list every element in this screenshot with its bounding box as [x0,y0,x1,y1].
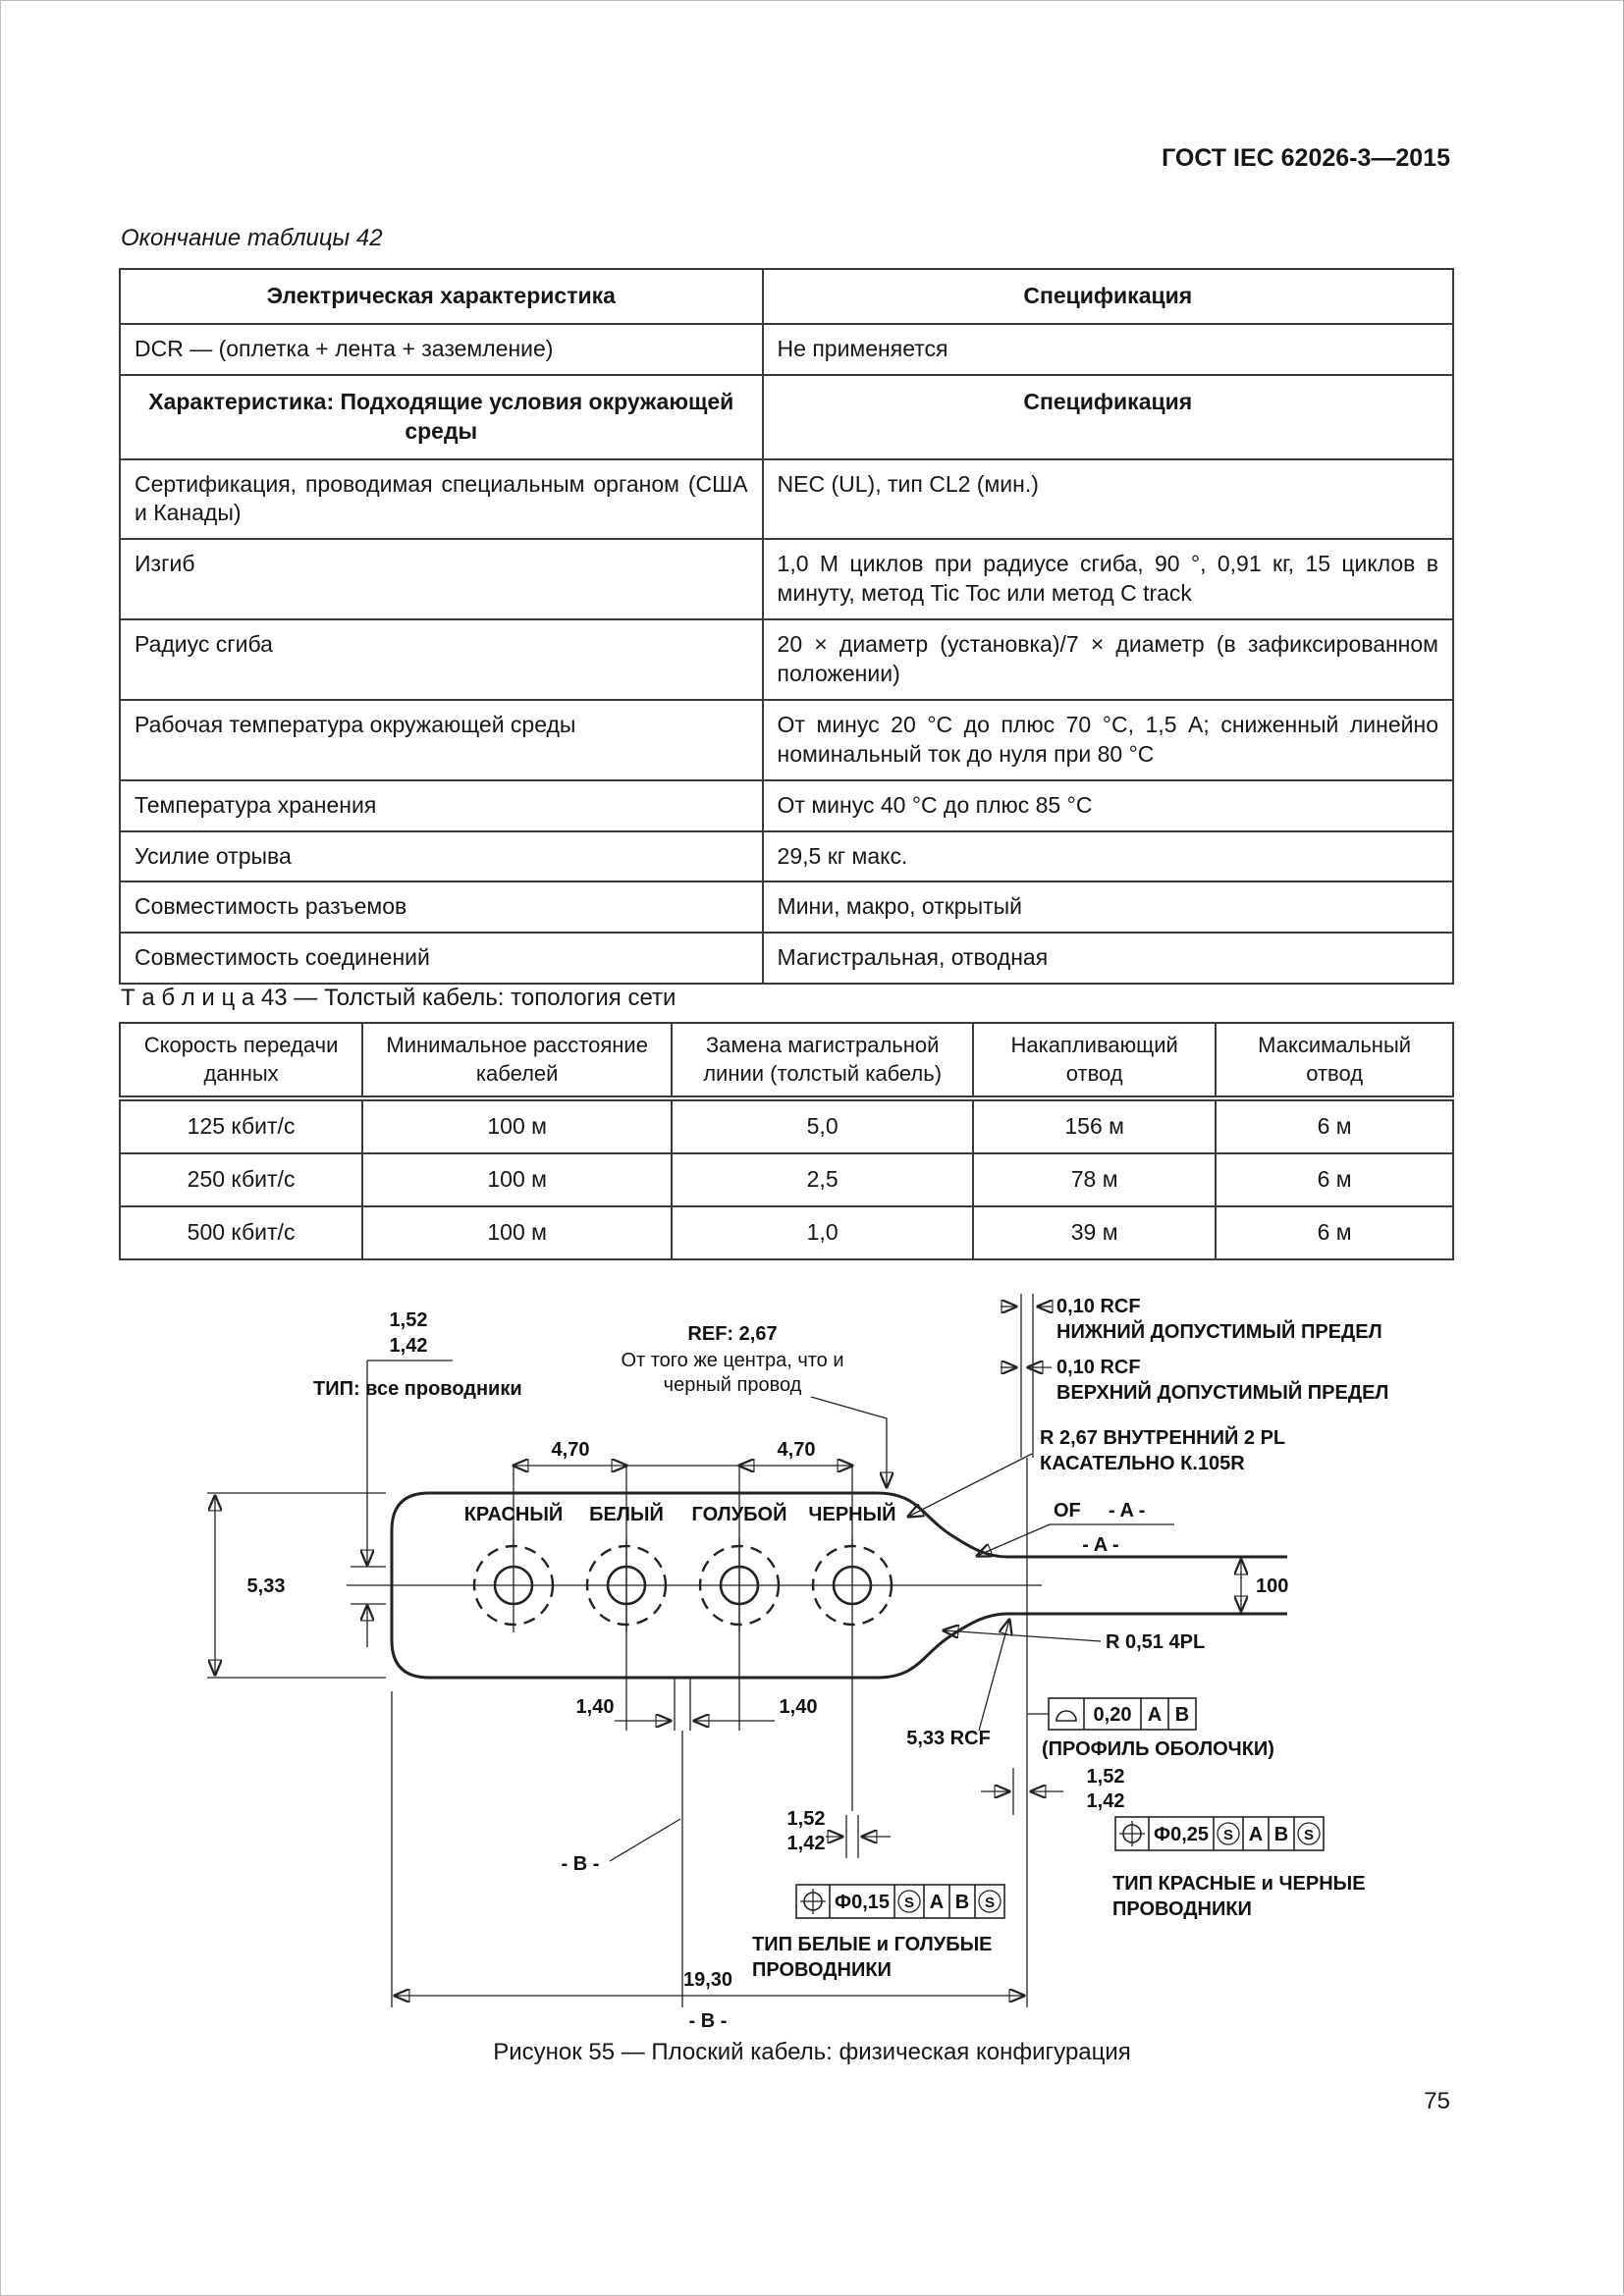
table-row [120,1098,1453,1153]
table-row [120,459,1453,540]
table-row [120,324,1453,375]
position-tolerance-frame-white-blue [752,1885,1004,1981]
table43-cell: 78 м [973,1153,1216,1206]
table42-cell: Усилие отрыва [120,831,763,882]
table-43 [119,1022,1454,1260]
all-conductors-note: ТИП: все проводники [313,1378,522,1400]
rcf-upper-note: ВЕРХНИЙ ДОПУСТИМЫЙ ПРЕДЕЛ [1056,1382,1389,1404]
table43-cell: 100 м [362,1206,672,1259]
table42-cell: Температура хранения [120,780,763,831]
tongue-thickness-callout [981,1766,1124,1815]
wire-label-white: БЕЛЫЙ [589,1504,664,1525]
profile-surface-symbol-icon [1056,1711,1076,1721]
table43-cell: 2,5 [672,1153,973,1206]
table42-cell: Мини, макро, открытый [763,881,1453,933]
table42-cell: Рабочая температура окружающей среды [120,700,763,780]
dim-value: 1,42 [786,1833,826,1854]
profile-datum-a: A [1147,1704,1163,1726]
table42-cell: От минус 20 °С до плюс 70 °С, 1,5 А; сниженный линейно номинальный ток до нуля при 80 °С [763,700,1453,780]
table42-cell: NEC (UL), тип CL2 (мин.) [763,459,1453,540]
r051-label: R 0,51 4PL [1106,1631,1206,1653]
s-modifier-letter: S [984,1895,996,1911]
datum-a-label: - A - [1109,1500,1146,1522]
table43-cell: 100 м [362,1153,672,1206]
black-conductor-width-callout [787,1808,891,1858]
s-modifier-letter: S [903,1895,915,1911]
conductor-diameter-callout [313,1309,522,1647]
table-row [120,539,1453,619]
dim-value: 1,42 [389,1335,428,1357]
table42-cell: Изгиб [120,539,763,619]
table43-cell: 1,0 [672,1206,973,1259]
table-row [120,831,1453,882]
white-blue-note-line2: ПРОВОДНИКИ [752,1959,892,1981]
dim-140-right: 1,40 [779,1696,818,1718]
table-row [120,619,1453,700]
table-row [120,933,1453,984]
table43-header-cell: Замена магистральной линии (толстый кабель) [672,1023,973,1098]
red-black-note-line2: ПРОВОДНИКИ [1112,1898,1252,1920]
corner-radius-callout [944,1630,1205,1653]
table43-cell: 6 м [1216,1098,1453,1153]
wire-label-blue: ГОЛУБОЙ [691,1504,787,1525]
rcf-533-label: 5,33 RCF [906,1728,991,1749]
ref-dimension-callout [621,1323,887,1487]
position-tolerance-frame-red-black [1112,1817,1366,1920]
jacket-height-callout [906,1620,1009,1749]
rcf-lower-note: НИЖНИЙ ДОПУСТИМЫЙ ПРЕДЕЛ [1056,1321,1382,1343]
table42-cell: Магистральная, отводная [763,933,1453,984]
position-symbol-icon [800,1889,826,1914]
profile-note: (ПРОФИЛЬ ОБОЛОЧКИ) [1042,1738,1274,1760]
table43-cell: 125 кбит/с [120,1098,362,1153]
table43-header-cell: Максимальный отвод [1216,1023,1453,1098]
datum-b-label: - B - [561,1853,600,1875]
wire-label-black: ЧЕРНЫЙ [808,1504,896,1525]
table43-cell: 6 м [1216,1153,1453,1206]
inner-radius-callout [908,1425,1285,1517]
table-43-title: Т а б л и ц а 43 — Толстый кабель: топология сети [121,985,677,1011]
figure-55-drawing [119,1269,1454,2045]
table42-subheader-cell: Характеристика: Подходящие условия окружающей среды [120,375,763,459]
s-modifier-letter: S [1303,1827,1315,1843]
table43-cell: 39 м [973,1206,1216,1259]
position-datum-a: A [929,1892,945,1913]
dim-value: 1,52 [786,1808,826,1830]
table42-header-cell: Электрическая характеристика [120,269,763,324]
page-header: ГОСТ IEC 62026-3—2015 [1162,144,1450,172]
table43-cell: 5,0 [672,1098,973,1153]
table-row [120,1153,1453,1206]
page-number: 75 [1424,2088,1450,2114]
datum-a-callout [977,1500,1174,1556]
table42-cell: Совместимость соединений [120,933,763,984]
white-blue-note-line1: ТИП БЕЛЫЕ и ГОЛУБЫЕ [752,1934,993,1955]
dim-100: 100 [1256,1575,1289,1597]
datum-b-plane-label: - B - [688,2010,728,2032]
figure-caption: Рисунок 55 — Плоский кабель: физическая конфигурация [493,2039,1131,2065]
table-row [120,269,1453,324]
rcf-upper-value: 0,10 RCF [1056,1357,1141,1378]
table42-cell: Радиус сгиба [120,619,763,700]
dim-100-group [1241,1560,1288,1611]
profile-tolerance-frame [1027,1698,1274,1760]
ref-value: REF: 2,67 [687,1323,778,1345]
profile-datum-b: B [1174,1704,1190,1726]
table-row [120,881,1453,933]
table-row [120,1206,1453,1259]
rcf-lower-value: 0,10 RCF [1056,1296,1141,1317]
table43-cell: 100 м [362,1098,672,1153]
table43-header-cell: Скорость передачи данных [120,1023,362,1098]
dim-1930: 19,30 [682,1969,733,1991]
table43-header-cell: Накапливающий отвод [973,1023,1216,1098]
table42-header-cell: Спецификация [763,269,1453,324]
s-modifier-letter: S [1222,1827,1234,1843]
table-row [120,375,1453,459]
red-black-note-line1: ТИП КРАСНЫЕ и ЧЕРНЫЕ [1112,1873,1366,1895]
table43-cell: 6 м [1216,1206,1453,1259]
table42-cell: Сертификация, проводимая специальным органом (США и Канады) [120,459,763,540]
table-row [120,1023,1453,1098]
table42-cell: Совместимость разъемов [120,881,763,933]
datum-a-plane-label: - A - [1082,1534,1119,1556]
wire-label-red: КРАСНЫЙ [463,1504,564,1525]
table42-cell: 1,0 М циклов при радиусе сгиба, 90 °, 0,91 кг, 15 циклов в минуту, метод Tic Toc или метод C track [763,539,1453,619]
conductor-black [813,1538,892,1811]
rib-dimension-group [576,1678,818,1731]
wire-labels [464,1502,896,1525]
table42-cell: 29,5 кг макс. [763,831,1453,882]
table42-subheader-cell: Спецификация [763,375,1453,459]
table42-cell: От минус 40 °С до плюс 85 °С [763,780,1453,831]
table43-cell: 250 кбит/с [120,1153,362,1206]
dim-140-left: 1,40 [575,1696,615,1718]
position-tolerance-value: Ф0,15 [835,1892,890,1913]
ref-note-line1: От того же центра, что и [621,1350,844,1371]
dim-value: 1,52 [389,1309,428,1331]
dim-value: 1,42 [1086,1790,1125,1812]
position-datum-a: A [1248,1824,1264,1845]
of-label: OF [1054,1500,1081,1522]
position-datum-b: B [954,1892,970,1913]
table43-header-cell: Минимальное расстояние кабелей [362,1023,672,1098]
r267-line2: КАСАТЕЛЬНО К.105R [1040,1453,1245,1474]
ref-note-line2: черный провод [663,1374,802,1396]
table42-cell: DCR — (оплетка + лента + заземление) [120,324,763,375]
table42-cell: Не применяется [763,324,1453,375]
dim-533: 5,33 [246,1575,286,1597]
dim-470-left: 4,70 [551,1439,590,1461]
table-row [120,780,1453,831]
table42-cell: 20 × диаметр (установка)/7 × диаметр (в зафиксированном положении) [763,619,1453,700]
position-symbol-icon [1119,1821,1145,1846]
position-tolerance-value: Ф0,25 [1154,1824,1209,1845]
dim-470-right: 4,70 [777,1439,816,1461]
position-datum-b: B [1273,1824,1289,1845]
table-42 [119,268,1454,985]
dim-value: 1,52 [1086,1766,1125,1788]
r267-line1: R 2,67 ВНУТРЕННИЙ 2 PL [1040,1427,1286,1449]
table-row [120,700,1453,780]
table43-cell: 156 м [973,1098,1216,1153]
table42-continuation-note: Окончание таблицы 42 [121,225,383,251]
table43-cell: 500 кбит/с [120,1206,362,1259]
profile-tolerance-value: 0,20 [1093,1704,1132,1726]
